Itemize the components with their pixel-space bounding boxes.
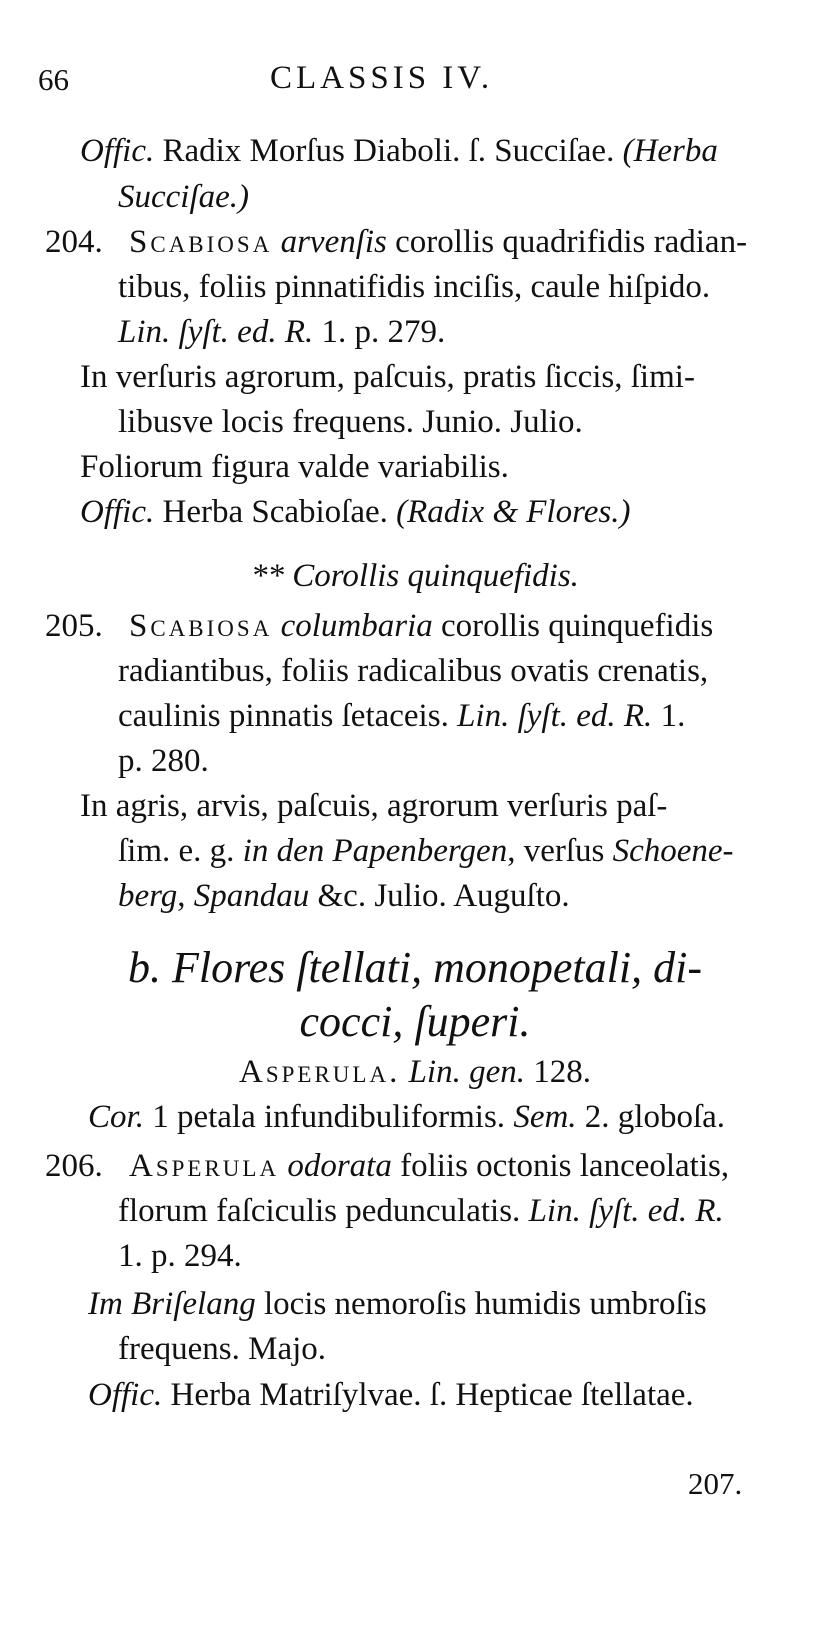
text-span: 1 petala infundibuliformis. bbox=[143, 1099, 514, 1135]
offic-label: Offic. bbox=[80, 494, 155, 530]
text-span: (Radix & Flores.) bbox=[396, 494, 631, 530]
text-span: Cor. bbox=[88, 1099, 144, 1135]
text-span: 2. globoſa. bbox=[576, 1099, 726, 1135]
page-number: 66 bbox=[38, 62, 69, 97]
text-span: , bbox=[177, 878, 194, 914]
text-line bbox=[88, 1284, 707, 1324]
text-span: Lin. gen. bbox=[400, 1054, 525, 1090]
text-line: p. 280. bbox=[118, 743, 209, 779]
entry-number: 205. bbox=[45, 608, 103, 644]
text-span: locis nemoroſis humidis umbroſis bbox=[255, 1286, 707, 1322]
species-name: columbaria bbox=[280, 608, 433, 644]
text-line bbox=[118, 876, 570, 916]
text-span: Lin. ſyſt. ed. R. bbox=[118, 314, 314, 350]
text-line bbox=[118, 312, 445, 352]
species-name: odorata bbox=[287, 1148, 392, 1184]
text-line: frequens. Majo. bbox=[118, 1331, 327, 1367]
text-span: 128. bbox=[525, 1054, 591, 1090]
text-line: Succiſae.) bbox=[118, 179, 250, 215]
offic-label: Offic. bbox=[88, 1377, 163, 1413]
text-span: in den Papenbergen bbox=[242, 833, 508, 869]
text-span: Herba Matriſylvae. ſ. Hepticae ſtellatae. bbox=[162, 1377, 694, 1413]
genus-name: Scabiosa bbox=[129, 224, 273, 260]
text-span: corollis quinquefidis bbox=[432, 608, 714, 644]
entry-206 bbox=[45, 1146, 729, 1186]
text-line bbox=[88, 1375, 694, 1415]
genus-name: Asperula bbox=[129, 1148, 280, 1184]
text-line bbox=[118, 831, 734, 871]
catchword: 207. bbox=[688, 1466, 743, 1501]
text-span: Lin. ſyſt. ed. R. bbox=[448, 698, 653, 734]
text-line: radiantibus, foliis radicalibus ovatis crenatis, bbox=[118, 653, 709, 689]
species-name: arvenſis bbox=[280, 224, 387, 260]
subsection-heading: ** Corollis quinquefidis. bbox=[251, 558, 579, 594]
text-span: 1. p. 279. bbox=[313, 314, 446, 350]
text-span: caulinis pinnatis ſetaceis. bbox=[118, 698, 449, 734]
text-span: Im Briſelang bbox=[88, 1286, 256, 1322]
text-span: Schoene- bbox=[612, 833, 734, 869]
text-span: , verſus bbox=[507, 833, 613, 869]
section-heading: cocci, ſuperi. bbox=[299, 997, 531, 1046]
text-line bbox=[80, 131, 718, 171]
text-line bbox=[118, 1191, 724, 1231]
entry-205 bbox=[45, 606, 713, 646]
genus-name: Asperula. bbox=[239, 1054, 401, 1090]
running-title: CLASSIS IV. bbox=[270, 60, 494, 96]
text-line bbox=[88, 1097, 725, 1137]
text-line: Foliorum figura valde variabilis. bbox=[80, 449, 509, 485]
text-line bbox=[80, 492, 630, 532]
text-span: &c. Julio. Auguſto. bbox=[309, 878, 570, 914]
entry-204 bbox=[45, 222, 747, 262]
text-span: Lin. ſyſt. ed. R. bbox=[520, 1193, 724, 1229]
text-span: 1. bbox=[652, 698, 686, 734]
genus-heading bbox=[0, 1052, 830, 1092]
entry-number: 206. bbox=[45, 1148, 103, 1184]
text-line: 1. p. 294. bbox=[118, 1238, 242, 1274]
text-span: florum faſciculis pedunculatis. bbox=[118, 1193, 521, 1229]
text-line: tibus, foliis pinnatifidis inciſis, caule hiſpido. bbox=[118, 269, 711, 305]
text-span: berg bbox=[118, 878, 178, 914]
text-span: Radix Morſus Diaboli. ſ. Succiſae. bbox=[154, 133, 623, 169]
text-span: Sem. bbox=[513, 1099, 577, 1135]
text-line bbox=[118, 696, 685, 736]
text-span: (Herba bbox=[622, 133, 718, 169]
text-line: In agris, arvis, paſcuis, agrorum verſuris paſ- bbox=[80, 788, 668, 824]
text-line: libusve locis frequens. Junio. Julio. bbox=[118, 404, 583, 440]
text-line: In verſuris agrorum, paſcuis, pratis ſiccis, ſimi- bbox=[80, 359, 695, 395]
text-span: Herba Scabioſae. bbox=[154, 494, 397, 530]
genus-name: Scabiosa bbox=[129, 608, 273, 644]
section-heading: b. Flores ſtellati, monopetali, di- bbox=[128, 943, 702, 992]
text-span: ſim. e. g. bbox=[118, 833, 243, 869]
offic-label: Offic. bbox=[80, 133, 155, 169]
text-span: foliis octonis lanceolatis, bbox=[391, 1148, 730, 1184]
entry-number: 204. bbox=[45, 224, 103, 260]
text-span: corollis quadrifidis radian- bbox=[386, 224, 748, 260]
text-span: Spandau bbox=[193, 878, 310, 914]
